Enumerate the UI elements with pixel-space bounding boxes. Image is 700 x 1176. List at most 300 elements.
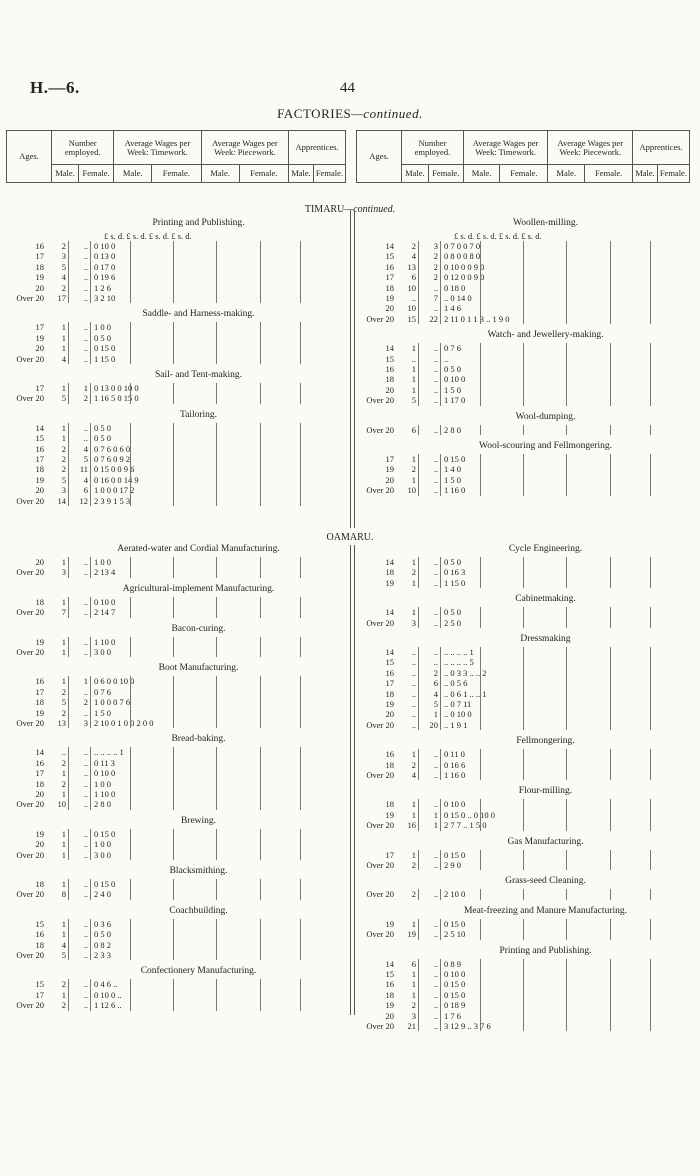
currency-units: £ s. d. £ s. d. £ s. d. £ s. d. xyxy=(454,231,542,241)
column-rule xyxy=(650,343,651,405)
male-header: Male. xyxy=(52,165,79,183)
male-count: 1 xyxy=(411,454,416,464)
category-title: Tailoring. xyxy=(179,409,218,420)
table-row xyxy=(8,423,344,433)
table-row xyxy=(8,1000,344,1010)
female-count: .. xyxy=(83,789,88,799)
age-cell: Over 20 xyxy=(366,395,394,406)
column-rule xyxy=(440,557,441,588)
age-cell: 20 xyxy=(385,1010,394,1021)
age-cell: 18 xyxy=(385,688,394,699)
female-count: .. xyxy=(83,979,88,990)
column-rule xyxy=(480,889,481,899)
female-count: .. xyxy=(433,353,438,364)
female-count: .. xyxy=(433,374,438,385)
column-rule xyxy=(440,607,441,628)
category-title: Blacksmithing. xyxy=(169,866,228,876)
age-cell: 20 xyxy=(35,839,44,850)
column-rule xyxy=(480,607,481,628)
column-rule xyxy=(650,889,651,899)
column-rule xyxy=(173,637,174,658)
column-rule xyxy=(566,425,567,435)
table-header-left xyxy=(6,130,346,183)
column-rule xyxy=(523,425,524,435)
wages-cell: 2 11 0 1 1 3 .. 1 9 0 xyxy=(444,313,510,324)
female-count: .. xyxy=(83,828,88,839)
wages-cell: 0 15 0 xyxy=(94,343,116,354)
age-cell: Over 20 xyxy=(366,617,394,628)
wages-cell: 0 7 6 xyxy=(94,686,111,697)
female-count: .. xyxy=(83,567,88,578)
female-count: 4 xyxy=(433,688,438,699)
wages-cell: 0 5 0 xyxy=(94,433,111,444)
column-rule xyxy=(418,425,419,435)
column-rule xyxy=(610,919,611,940)
column-rule xyxy=(480,850,481,871)
column-rule xyxy=(650,557,651,588)
table-row xyxy=(8,829,344,839)
male-count: 1 xyxy=(411,918,416,929)
female-count: .. xyxy=(83,889,88,900)
male-count: 1 xyxy=(61,828,66,839)
age-cell: Over 20 xyxy=(16,647,44,657)
column-rule xyxy=(440,454,441,496)
timework-header: Average Wages per Week: Timework. xyxy=(463,131,548,165)
age-cell: Over 20 xyxy=(16,799,44,810)
category-title: Brewing. xyxy=(180,815,217,826)
male-count: 15 xyxy=(407,313,416,324)
male-count: 2 xyxy=(61,757,66,768)
male-count: 1 xyxy=(61,557,66,567)
female-count: .. xyxy=(433,849,438,860)
female-count: .. xyxy=(83,768,88,779)
female-count: .. xyxy=(433,485,438,496)
column-rule xyxy=(418,799,419,830)
column-rule xyxy=(90,676,91,728)
column-rule xyxy=(523,607,524,628)
table-row xyxy=(8,557,344,567)
page-number: 44 xyxy=(340,80,355,96)
column-rule xyxy=(523,749,524,780)
female-count: 5 xyxy=(433,699,438,709)
table-row xyxy=(8,929,344,939)
column-rule xyxy=(610,557,611,588)
column-rule xyxy=(480,343,481,405)
wages-cell: 1 0 0 xyxy=(94,778,111,789)
table-row xyxy=(8,567,344,577)
male-count: .. xyxy=(411,678,416,689)
female-count: .. xyxy=(433,929,438,940)
column-rule xyxy=(300,637,301,658)
wages-cell: 1 5 0 xyxy=(94,707,111,718)
female-count: .. xyxy=(83,918,88,929)
female-count: .. xyxy=(83,343,88,354)
female-count: .. xyxy=(433,1021,438,1031)
male-count: 1 xyxy=(61,332,66,343)
age-cell: Over 20 xyxy=(16,1000,44,1011)
wages-cell: 0 16 3 xyxy=(444,567,466,578)
male-count: 1 xyxy=(61,676,66,687)
column-rule xyxy=(418,889,419,899)
column-rule xyxy=(523,241,524,324)
age-cell: 17 xyxy=(385,454,394,464)
male-count: 16 xyxy=(407,820,416,831)
female-count: .. xyxy=(83,757,88,768)
column-rule xyxy=(173,747,174,809)
wages-cell: 0 18 9 xyxy=(444,1000,466,1011)
male-count: 1 xyxy=(61,768,66,779)
male-count: 6 xyxy=(411,424,416,435)
wages-cell: 3 12 9 .. 3 7 6 xyxy=(444,1021,491,1031)
wages-cell: 0 8 2 xyxy=(94,939,111,950)
table-row xyxy=(8,496,344,506)
wages-cell: 1 15 0 xyxy=(444,577,466,588)
female-count: 2 xyxy=(433,272,438,283)
female-count: 20 xyxy=(429,719,438,730)
wages-cell: 0 16 6 xyxy=(444,759,466,770)
female-count: .. xyxy=(433,464,438,475)
column-rule xyxy=(418,557,419,588)
column-rule xyxy=(130,423,131,506)
age-cell: 17 xyxy=(35,768,44,779)
table-row xyxy=(8,718,344,728)
age-cell: 15 xyxy=(385,657,394,668)
male-count: 8 xyxy=(61,889,66,900)
column-rule xyxy=(566,749,567,780)
female-count: .. xyxy=(83,241,88,251)
female-count: .. xyxy=(83,849,88,860)
table-row xyxy=(8,283,344,293)
female-count: .. xyxy=(433,989,438,1000)
table-row xyxy=(8,799,344,809)
male-count: 10 xyxy=(407,485,416,496)
female-count: 2 xyxy=(83,697,88,708)
female-count: .. xyxy=(433,759,438,770)
column-rule xyxy=(610,749,611,780)
female-count: .. xyxy=(433,384,438,395)
male-count: 7 xyxy=(61,607,66,618)
wages-cell: 2 5 0 xyxy=(444,617,461,628)
column-rule xyxy=(216,979,217,1010)
column-rule xyxy=(650,919,651,940)
wages-cell: 1 16 0 xyxy=(444,770,466,780)
wages-cell: 0 15 0 xyxy=(444,849,466,860)
age-cell: 17 xyxy=(35,322,44,333)
column-rule xyxy=(523,647,524,730)
column-rule xyxy=(300,241,301,303)
age-cell: 14 xyxy=(35,747,44,758)
female-count: .. xyxy=(83,1000,88,1011)
wages-cell: 0 10 0 xyxy=(94,596,116,607)
column-rule xyxy=(523,959,524,1032)
male-count: 1 xyxy=(61,918,66,929)
table-row xyxy=(8,251,344,261)
male-count: 2 xyxy=(61,454,66,464)
female-count: 7 xyxy=(433,293,438,303)
table-row xyxy=(8,475,344,485)
female-count: .. xyxy=(83,596,88,607)
table-row xyxy=(8,919,344,929)
female-header: Female. xyxy=(657,165,689,183)
table-row xyxy=(8,676,344,686)
age-cell: Over 20 xyxy=(16,889,44,900)
section-timaru: TIMARU—continued. xyxy=(304,204,396,215)
category-title: Printing and Publishing. xyxy=(499,945,592,956)
column-rule xyxy=(650,959,651,1032)
age-cell: Over 20 xyxy=(366,770,394,780)
female-count: .. xyxy=(83,272,88,283)
wages-cell: 3 2 10 xyxy=(94,293,116,303)
column-rule xyxy=(440,959,441,1032)
wages-cell: .. .. .. .. 5 xyxy=(444,657,474,668)
column-rule xyxy=(216,919,217,961)
column-rule xyxy=(566,959,567,1032)
table-row xyxy=(8,464,344,474)
wages-cell: 1 0 0 xyxy=(94,839,111,850)
column-rule xyxy=(90,383,91,404)
column-rule xyxy=(610,425,611,435)
wages-cell: 1 0 0 0 7 6 xyxy=(94,697,131,708)
female-count: .. xyxy=(433,282,438,293)
wages-cell: 0 8 9 xyxy=(444,958,461,969)
age-cell: 19 xyxy=(385,1000,394,1011)
age-cell: 14 xyxy=(35,422,44,433)
column-rule xyxy=(300,919,301,961)
female-count: .. xyxy=(433,799,438,810)
apprentices-header: Apprentices. xyxy=(289,131,346,165)
age-cell: 15 xyxy=(35,433,44,444)
female-count: .. xyxy=(83,778,88,789)
column-rule xyxy=(523,454,524,496)
wages-cell: 0 5 0 xyxy=(94,929,111,940)
table-row xyxy=(8,879,344,889)
male-count: 1 xyxy=(411,343,416,354)
male-count: 10 xyxy=(407,282,416,293)
table-row xyxy=(8,433,344,443)
age-cell: 20 xyxy=(35,485,44,496)
wages-cell: 0 12 0 0 9 0 xyxy=(444,272,485,283)
wages-cell: 0 15 0 xyxy=(444,979,466,990)
age-cell: 19 xyxy=(35,707,44,718)
table-row xyxy=(8,241,344,251)
column-rule xyxy=(173,676,174,728)
male-count: 2 xyxy=(61,778,66,789)
column-rule xyxy=(68,676,69,728)
male-count: .. xyxy=(411,657,416,668)
wages-cell: 2 8 0 xyxy=(444,424,461,435)
female-count: .. xyxy=(433,617,438,628)
column-rule xyxy=(610,850,611,871)
column-rule xyxy=(90,241,91,303)
male-count: 5 xyxy=(61,697,66,708)
category-title: Coachbuilding. xyxy=(169,905,228,916)
age-cell: Over 20 xyxy=(366,820,394,831)
table-row xyxy=(8,637,344,647)
column-rule xyxy=(440,919,441,940)
column-rule xyxy=(130,747,131,809)
wages-cell: 1 16 0 xyxy=(444,485,466,496)
column-rule xyxy=(173,919,174,961)
table-row xyxy=(8,333,344,343)
column-rule xyxy=(440,425,441,435)
female-count: .. xyxy=(83,929,88,940)
column-rule xyxy=(300,597,301,618)
column-rule xyxy=(90,879,91,900)
male-count: 1 xyxy=(61,343,66,354)
column-rule xyxy=(480,749,481,780)
wages-cell: 2 14 7 xyxy=(94,607,116,618)
female-count: 2 xyxy=(433,261,438,272)
wages-cell: 0 15 0 .. 0 10 0 xyxy=(444,809,495,820)
male-count: .. xyxy=(61,747,66,758)
male-count: 21 xyxy=(407,1021,416,1031)
number-employed-header: Number employed. xyxy=(52,131,114,165)
table-row xyxy=(8,383,344,393)
male-count: 1 xyxy=(411,374,416,385)
wages-cell: 1 0 0 xyxy=(94,322,111,333)
male-count: .. xyxy=(411,647,416,657)
column-rule xyxy=(566,241,567,324)
female-count: 1 xyxy=(83,676,88,687)
female-count: .. xyxy=(433,860,438,870)
female-count: 5 xyxy=(83,454,88,464)
column-rule xyxy=(566,607,567,628)
female-count: .. xyxy=(433,557,438,567)
male-count: 2 xyxy=(411,464,416,475)
wages-cell: 0 7 6 0 9 2 xyxy=(94,454,131,464)
female-count: .. xyxy=(433,303,438,314)
female-count: .. xyxy=(433,454,438,464)
category-title: Wool-dumping. xyxy=(515,411,576,422)
wages-cell: 0 5 0 xyxy=(444,557,461,567)
male-count: 4 xyxy=(61,272,66,283)
male-count: .. xyxy=(411,353,416,364)
table-row xyxy=(8,747,344,757)
female-count: .. xyxy=(433,424,438,435)
male-header: Male. xyxy=(463,165,500,183)
wages-cell: 0 10 0 0 9 0 xyxy=(444,261,485,272)
table-row xyxy=(8,485,344,495)
wages-cell: 0 4 6 .. xyxy=(94,979,118,990)
male-count: 2 xyxy=(61,464,66,475)
column-rule xyxy=(216,747,217,809)
male-count: 3 xyxy=(61,567,66,578)
age-cell: Over 20 xyxy=(16,718,44,728)
female-count: .. xyxy=(83,636,88,647)
table-row xyxy=(8,647,344,657)
male-count: 13 xyxy=(57,718,66,728)
column-rule xyxy=(440,799,441,830)
column-rule xyxy=(90,979,91,1010)
male-count: 1 xyxy=(61,849,66,860)
age-cell: 17 xyxy=(385,678,394,689)
category-title: Bread-baking. xyxy=(171,734,226,745)
age-cell: 17 xyxy=(385,849,394,860)
male-count: 5 xyxy=(61,393,66,404)
column-rule xyxy=(440,749,441,780)
wages-cell: 0 7 0 0 7 0 xyxy=(444,241,481,251)
wages-cell: 0 5 0 xyxy=(94,422,111,433)
column-rule xyxy=(480,919,481,940)
column-rule xyxy=(440,889,441,899)
wages-cell: 1 4 6 xyxy=(444,303,461,314)
column-rule xyxy=(566,647,567,730)
male-count: 3 xyxy=(61,485,66,496)
column-rule xyxy=(440,343,441,405)
male-count: 1 xyxy=(61,383,66,393)
male-count: 1 xyxy=(411,749,416,760)
page-title: FACTORIES—continued. xyxy=(277,106,423,121)
male-count: 2 xyxy=(61,686,66,697)
column-rule xyxy=(418,919,419,940)
column-rule xyxy=(610,799,611,830)
age-cell: 15 xyxy=(385,353,394,364)
column-rule xyxy=(610,647,611,730)
table-row xyxy=(8,708,344,718)
wages-cell: .. 0 5 6 xyxy=(444,678,468,689)
male-count: 1 xyxy=(61,839,66,850)
category-title: Wool-scouring and Fellmongering. xyxy=(478,441,612,451)
column-rule xyxy=(610,454,611,496)
age-cell: 18 xyxy=(35,697,44,708)
column-rule xyxy=(523,850,524,871)
wages-cell: .. 0 7 11 xyxy=(444,699,472,709)
column-rule xyxy=(216,637,217,658)
wages-cell: 1 10 0 xyxy=(94,789,116,799)
age-cell: 16 xyxy=(385,364,394,374)
male-header: Male. xyxy=(633,165,658,183)
category-title: Sail- and Tent-making. xyxy=(154,370,243,380)
table-row xyxy=(8,262,344,272)
age-cell: 14 xyxy=(385,607,394,618)
male-count: 1 xyxy=(411,474,416,485)
female-count: .. xyxy=(433,364,438,374)
wages-cell: 0 15 0 xyxy=(444,918,466,929)
female-count: .. xyxy=(83,261,88,272)
column-rule xyxy=(300,322,301,364)
column-rule xyxy=(610,241,611,324)
wages-cell: .. 0 10 0 xyxy=(444,709,472,720)
male-count: 1 xyxy=(61,647,66,657)
wages-cell: 1 12 6 .. xyxy=(94,1000,122,1011)
male-count: 2 xyxy=(61,443,66,454)
column-rule xyxy=(480,959,481,1032)
column-rule xyxy=(130,676,131,728)
male-count: 1 xyxy=(411,557,416,567)
category-title: Saddle- and Harness-making. xyxy=(142,309,255,320)
female-header: Female. xyxy=(152,165,201,183)
wages-cell: 1 0 0 0 17 2 xyxy=(94,485,135,496)
age-cell: 18 xyxy=(35,261,44,272)
wages-cell: 0 17 0 xyxy=(94,261,116,272)
column-rule xyxy=(130,919,131,961)
column-divider xyxy=(350,545,355,1015)
age-cell: 20 xyxy=(385,303,394,314)
wages-cell: 0 3 6 xyxy=(94,918,111,929)
female-count: .. xyxy=(433,395,438,406)
male-count: 5 xyxy=(61,261,66,272)
male-count: 4 xyxy=(411,251,416,262)
female-count: 12 xyxy=(79,495,88,506)
wages-cell: 0 5 0 xyxy=(94,332,111,343)
category-title: Watch- and Jewellery-making. xyxy=(487,330,604,341)
column-rule xyxy=(523,799,524,830)
female-count: .. xyxy=(433,958,438,969)
wages-cell: 2 7 7 .. 1 5 0 xyxy=(444,820,487,831)
age-cell: 18 xyxy=(385,282,394,293)
column-rule xyxy=(90,322,91,364)
age-cell: 14 xyxy=(385,343,394,354)
